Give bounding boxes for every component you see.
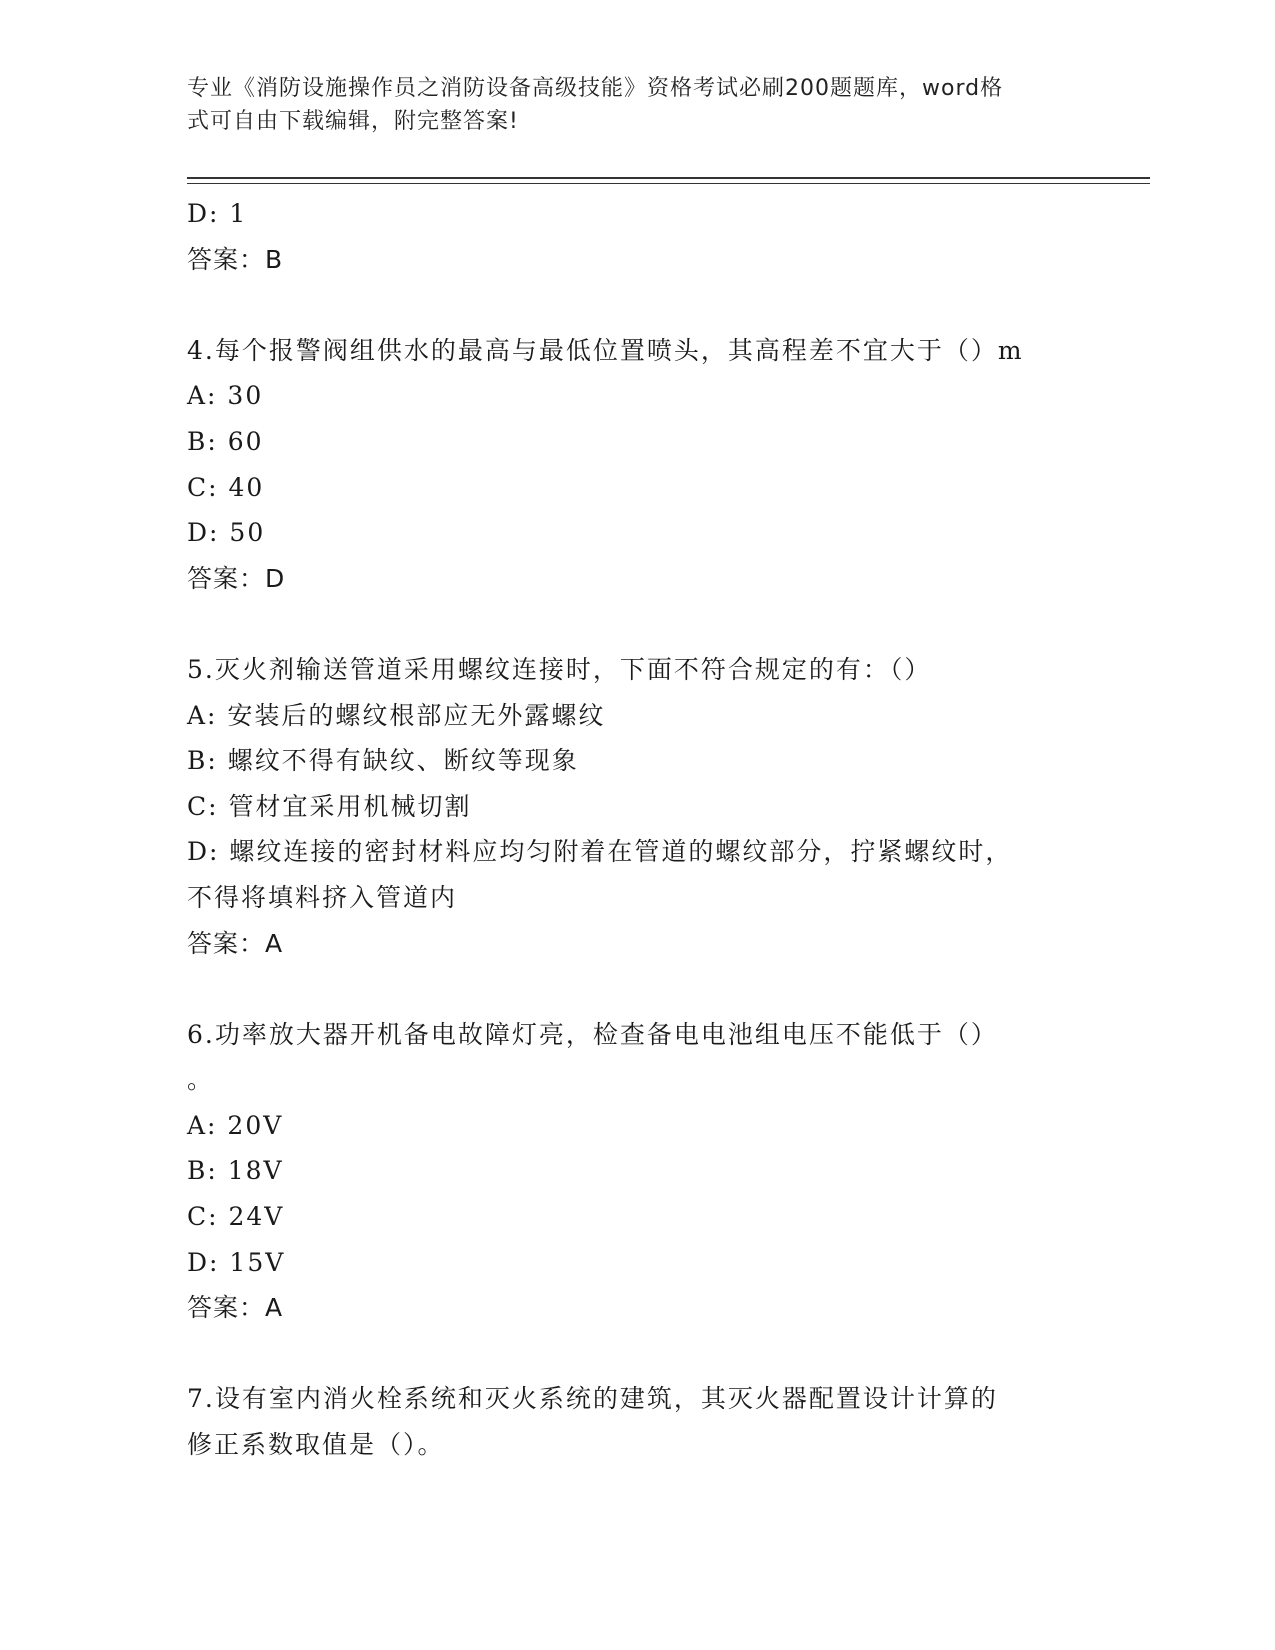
q6-option-c: C: 24V	[187, 1202, 285, 1232]
question-list	[187, 191, 1087, 1468]
q6-question-tail: 。	[187, 1065, 215, 1095]
q7-question-line-2: 修正系数取值是（）。	[187, 1430, 445, 1460]
q4-option-c: C: 40	[187, 472, 265, 502]
spacer	[187, 1331, 1087, 1377]
q7-question-line-1: 7.设有室内消火栓系统和灭火系统的建筑，其灭火器配置设计计算的	[187, 1384, 998, 1414]
q6-option-d: D: 15V	[187, 1247, 286, 1277]
header-rule-thin	[187, 183, 1150, 184]
q5-option-d: D: 螺纹连接的密封材料应均匀附着在管道的螺纹部分，拧紧螺纹时，	[187, 837, 1013, 867]
q5-option-c: C: 管材宜采用机械切割	[187, 791, 472, 821]
q6-answer: 答案：A	[187, 1293, 284, 1323]
header-line-1: 专业《消防设施操作员之消防设备高级技能》资格考试必刷200题题库，word格	[187, 76, 1004, 101]
q4-answer: 答案：D	[187, 563, 286, 593]
q5-option-a: A: 安装后的螺纹根部应无外露螺纹	[187, 700, 606, 730]
q4-question: 4.每个报警阀组供水的最高与最低位置喷头，其高程差不宜大于（）m	[187, 335, 1024, 365]
q4-option-d: D: 50	[187, 518, 266, 548]
q4-option-a: A: 30	[187, 381, 264, 411]
q5-option-b: B: 螺纹不得有缺纹、断纹等现象	[187, 746, 579, 776]
q4-option-b: B: 60	[187, 426, 264, 456]
spacer	[187, 282, 1087, 328]
spacer	[187, 966, 1087, 1012]
header-line-2: 式可自由下载编辑，附完整答案!	[187, 109, 519, 134]
q3-option-d: D: 1	[187, 199, 248, 228]
q6-option-b: B: 18V	[187, 1156, 284, 1186]
q5-question: 5.灭火剂输送管道采用螺纹连接时，下面不符合规定的有：（）	[187, 654, 932, 684]
q5-answer: 答案：A	[187, 928, 284, 958]
spacer	[187, 601, 1087, 647]
q6-option-a: A: 20V	[187, 1110, 284, 1140]
q5-option-d-continued: 不得将填料挤入管道内	[187, 882, 458, 912]
document-header	[187, 72, 1067, 138]
q6-question: 6.功率放大器开机备电故障灯亮，检查备电电池组电压不能低于（）	[187, 1019, 998, 1049]
header-rule-thick	[187, 177, 1150, 179]
q3-answer: 答案：B	[187, 244, 284, 274]
